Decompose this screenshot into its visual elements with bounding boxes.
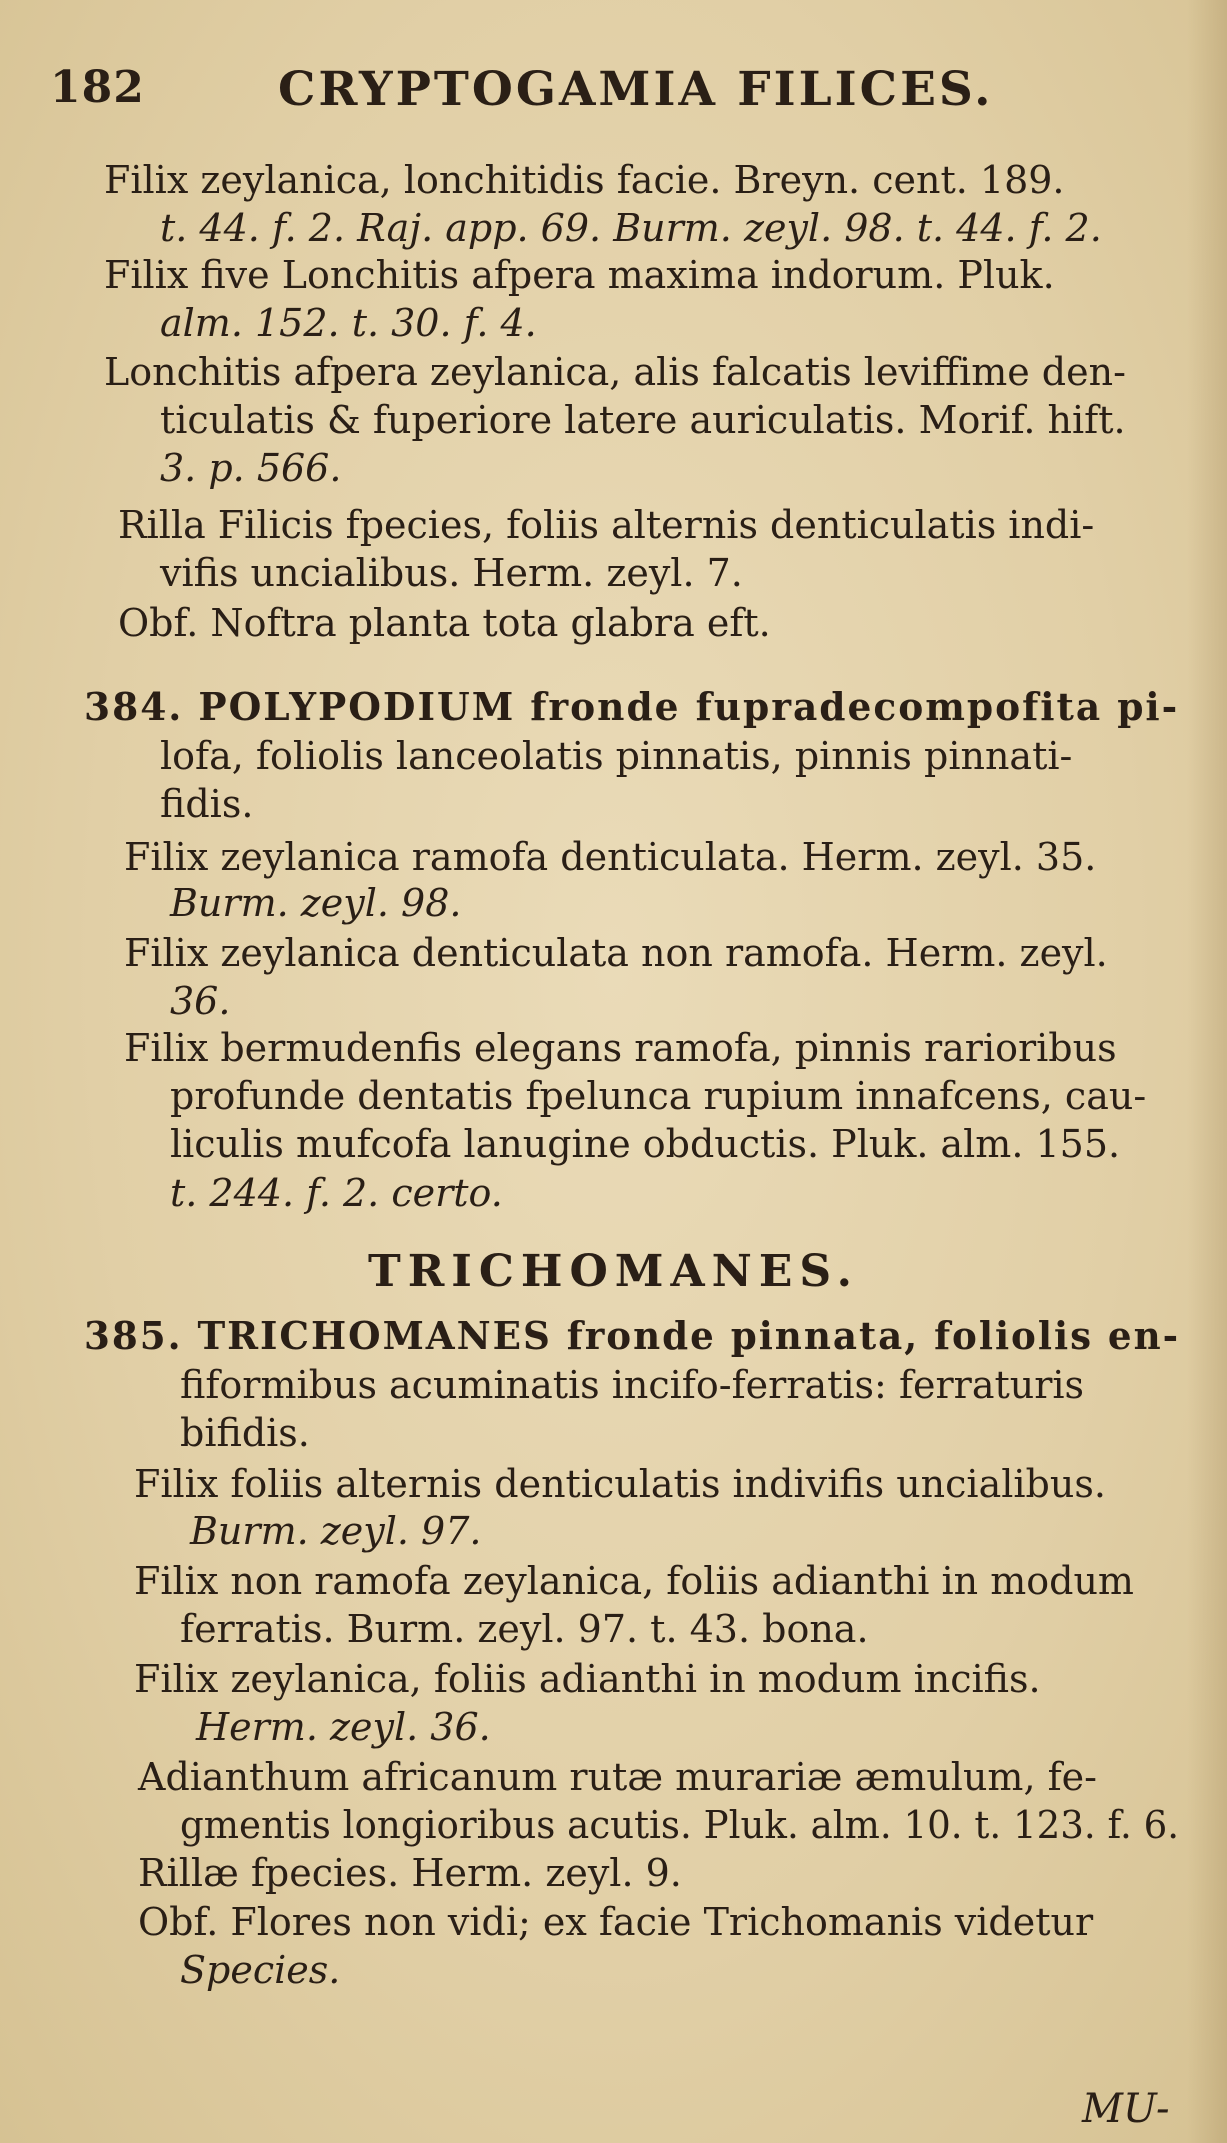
catchword: MU- bbox=[1082, 2086, 1170, 2132]
text-line: Filix zeylanica denticulata non ramofa. Herm. zeyl. bbox=[124, 931, 1108, 975]
text-line: Filix zeylanica ramofa denticulata. Herm. zeyl. 35. bbox=[124, 835, 1097, 879]
text-line: Burm. zeyl. 98. bbox=[170, 881, 462, 925]
text-line: liculis mufcofa lanugine obductis. Pluk. alm. 155. bbox=[170, 1122, 1121, 1166]
text-line: Rilla Filicis fpecies, foliis alternis denticulatis indi- bbox=[118, 503, 1095, 547]
text-line: Filix five Lonchitis afpera maxima indorum. Pluk. bbox=[104, 253, 1055, 297]
text-line: Filix zeylanica, lonchitidis facie. Breyn. cent. 189. bbox=[104, 158, 1065, 202]
text-line: ticulatis & fuperiore latere auriculatis. Morif. hift. bbox=[160, 398, 1126, 442]
observation-line: Obf. Flores non vidi; ex facie Trichomanis videtur bbox=[138, 1900, 1094, 1944]
text-line: lofa, foliolis lanceolatis pinnatis, pinnis pinnati- bbox=[160, 734, 1073, 778]
text-line: fidis. bbox=[160, 782, 254, 826]
text-line: Species. bbox=[180, 1948, 341, 1992]
text-line: gmentis longioribus acutis. Pluk. alm. 10. t. 123. f. 6. bbox=[180, 1803, 1180, 1847]
text-line: vifis uncialibus. Herm. zeyl. 7. bbox=[160, 551, 743, 595]
entry-heading: 384. POLYPODIUM fronde fupradecompofita pi- bbox=[84, 684, 1180, 729]
text-line: t. 44. f. 2. Raj. app. 69. Burm. zeyl. 98. t. 44. f. 2. bbox=[160, 206, 1102, 250]
text-line: Filix bermudenfis elegans ramofa, pinnis rarioribus bbox=[124, 1026, 1117, 1070]
text-line: Filix non ramofa zeylanica, foliis adianthi in modum bbox=[134, 1559, 1134, 1603]
text-line: Adianthum africanum rutæ murariæ æmulum, fe- bbox=[138, 1755, 1097, 1799]
page-header bbox=[50, 62, 1150, 132]
text-line: fiformibus acuminatis incifo-ferratis: ferraturis bbox=[180, 1363, 1085, 1407]
text-line: profunde dentatis fpelunca rupium innafcens, cau- bbox=[170, 1074, 1147, 1118]
text-line: ferratis. Burm. zeyl. 97. t. 43. bona. bbox=[180, 1607, 869, 1651]
running-head: CRYPTOGAMIA FILICES. bbox=[278, 62, 994, 117]
text-line: t. 244. f. 2. certo. bbox=[170, 1171, 503, 1215]
text-line: Burm. zeyl. 97. bbox=[190, 1509, 482, 1553]
text-line: bifidis. bbox=[180, 1411, 310, 1455]
text-line: Filix foliis alternis denticulatis indivifis uncialibus. bbox=[134, 1462, 1106, 1506]
text-line: 36. bbox=[170, 979, 231, 1023]
section-title: TRICHOMANES. bbox=[368, 1246, 859, 1297]
text-line: Lonchitis afpera zeylanica, alis falcatis leviffime den- bbox=[104, 350, 1126, 394]
text-line: Filix zeylanica, foliis adianthi in modum incifis. bbox=[134, 1657, 1041, 1701]
text-line: 3. p. 566. bbox=[160, 446, 342, 490]
entry-heading: 385. TRICHOMANES fronde pinnata, foliolis en- bbox=[84, 1313, 1181, 1358]
text-line: Herm. zeyl. 36. bbox=[196, 1705, 491, 1749]
text-line: alm. 152. t. 30. f. 4. bbox=[160, 301, 537, 345]
text-line: Rillæ fpecies. Herm. zeyl. 9. bbox=[138, 1851, 682, 1895]
page-number: 182 bbox=[50, 62, 145, 113]
page-edge-shadow bbox=[1187, 0, 1227, 2143]
observation-line: Obf. Noftra planta tota glabra eft. bbox=[118, 601, 771, 645]
